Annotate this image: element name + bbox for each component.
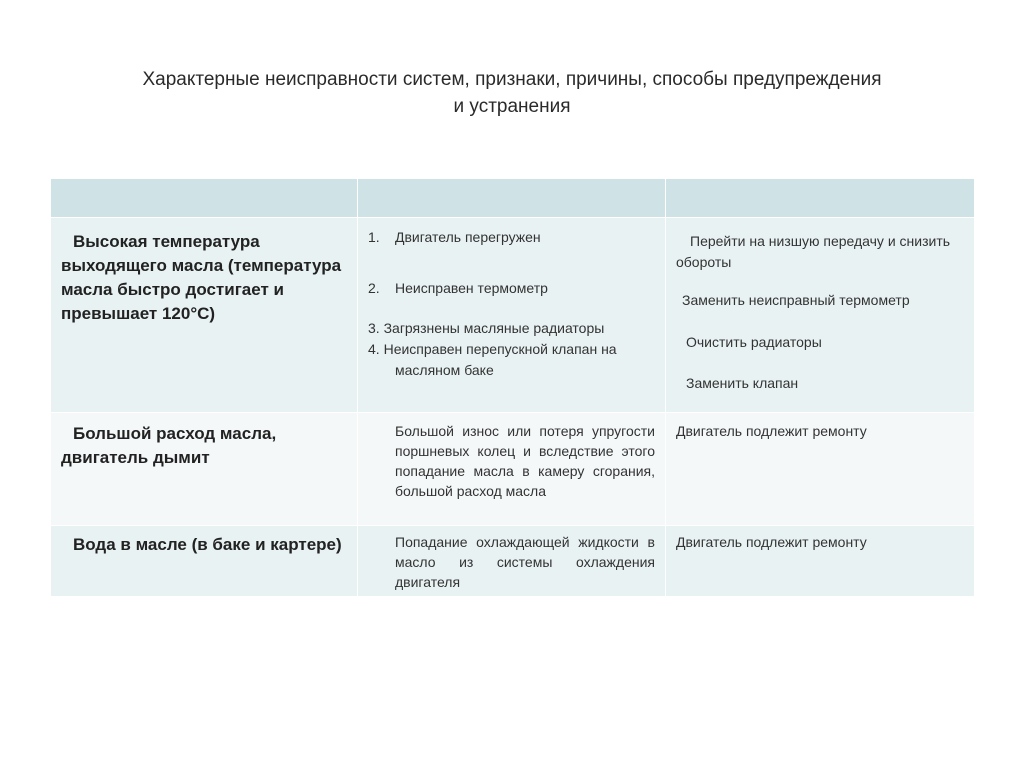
remedy-cell <box>666 526 975 597</box>
cause-item-1 <box>368 227 655 248</box>
remedy-text: Двигатель подлежит ремонту <box>676 534 867 550</box>
cause-number: 3. <box>368 320 380 336</box>
cause-text: Двигатель перегружен <box>395 229 541 245</box>
header-cell-remedy <box>666 179 975 218</box>
table-header-row <box>51 179 975 218</box>
fault-text: Большой расход масла, двигатель дымит <box>61 424 277 467</box>
fault-cell <box>51 218 358 413</box>
header-cell-fault <box>51 179 358 218</box>
header-cell-cause <box>358 179 666 218</box>
slide-title <box>40 66 984 120</box>
fault-text: Высокая температура выходящего масла (температура масла быстро достигает и превышает 120°С) <box>61 232 342 323</box>
faults-table <box>50 178 975 597</box>
causes-cell <box>358 218 666 413</box>
cause-item-2 <box>368 278 655 299</box>
table-row <box>51 218 975 413</box>
cause-number: 1. <box>368 229 380 245</box>
remedies-list <box>666 218 974 398</box>
cause-number: 2. <box>368 280 380 296</box>
cause-text: Загрязнены масляные радиаторы <box>383 320 605 336</box>
remedy-item-1: Перейти на низшую передачу и снизить обороты <box>676 233 951 270</box>
cause-text: Неисправен перепускной клапан на масляном баке <box>383 341 617 378</box>
fault-cell <box>51 526 358 597</box>
cause-text: Большой износ или потеря упругости поршневых колец и вследствие этого попадание масла в камеру сгорания, большой расход масла <box>395 423 655 499</box>
remedy-text: Двигатель подлежит ремонту <box>676 423 867 439</box>
cause-text: Попадание охлаждающей жидкости в масло из системы охлаждения двигателя <box>395 534 655 590</box>
cause-cell <box>358 526 666 597</box>
cause-text: Неисправен термометр <box>395 280 548 296</box>
remedy-cell <box>666 413 975 526</box>
table-row <box>51 526 975 597</box>
slide-title-line-2: и устранения <box>453 96 571 117</box>
cause-cell <box>358 413 666 526</box>
remedy-item-2: Заменить неисправный термометр <box>682 292 910 308</box>
remedy-item-4: Заменить клапан <box>686 375 799 391</box>
table-row <box>51 413 975 526</box>
remedies-cell <box>666 218 975 413</box>
fault-cell <box>51 413 358 526</box>
remedy-item-3: Очистить радиаторы <box>686 334 822 350</box>
cause-item-3 <box>368 318 655 339</box>
causes-list <box>358 218 665 385</box>
cause-item-4 <box>368 339 655 381</box>
cause-number: 4. <box>368 341 380 357</box>
slide-title-line-1: Характерные неисправности систем, признаки, причины, способы предупреждения <box>142 69 882 90</box>
fault-text: Вода в масле (в баке и картере) <box>73 535 342 554</box>
